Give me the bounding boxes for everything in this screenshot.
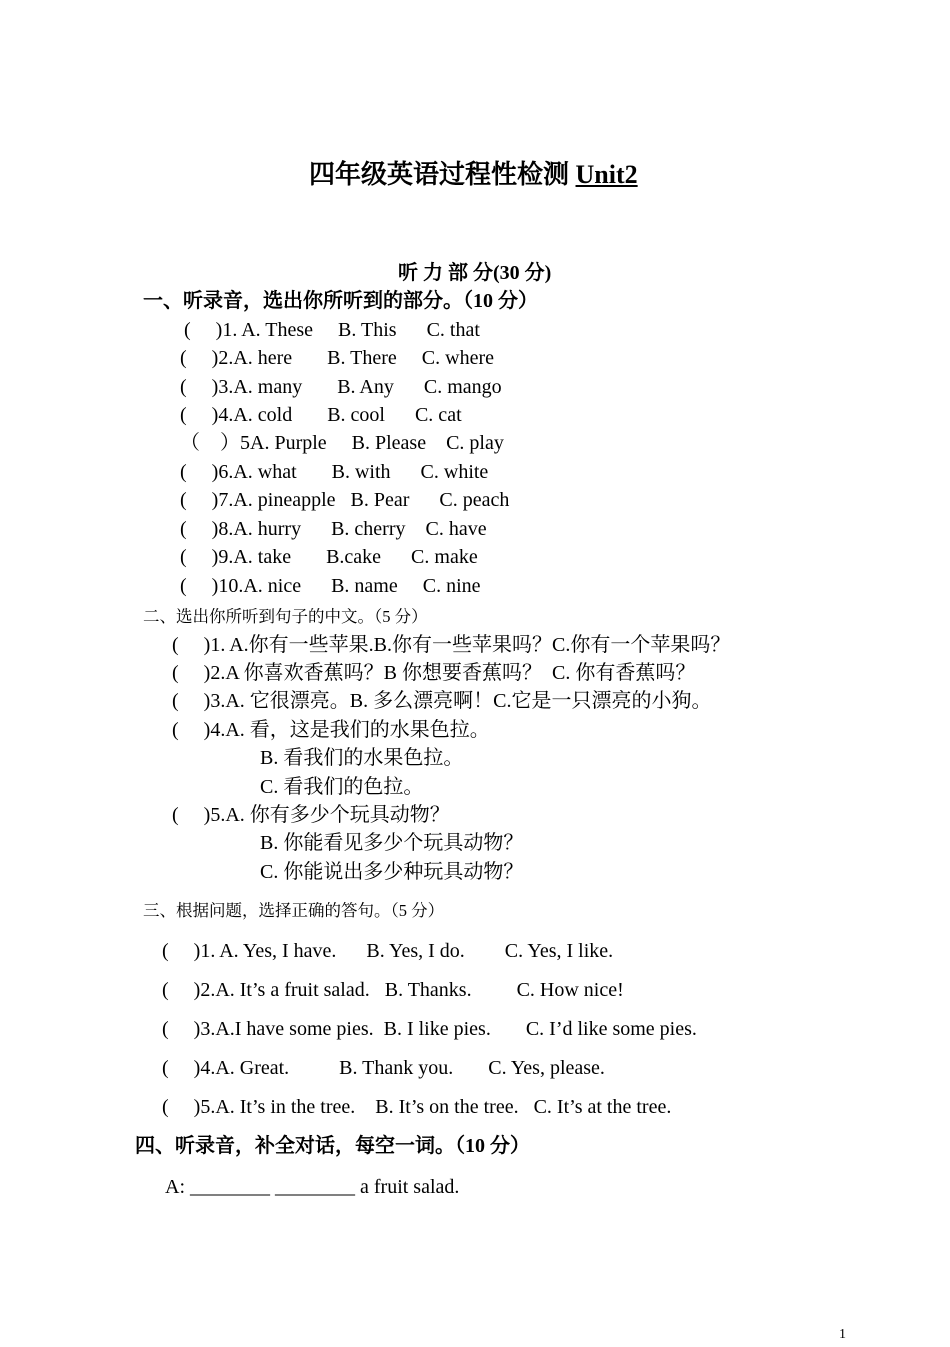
question-item: ( )7.A. pineapple B. Pear C. peach [180,489,510,511]
question-item: ( )4.A. cold B. cool C. cat [180,404,462,426]
title-chinese: 四年级英语过程性检测 [309,160,576,189]
question-item: ( )1. A. Yes, I have. B. Yes, I do. C. Yes, I like. [162,940,614,962]
question-item: B. 你能看见多少个玩具动物？ [260,832,524,854]
question-item: ( )1. A. These B. This C. that [184,319,480,341]
question-item: ( )5.A. It’s in the tree. B. It’s on the tree. C. It’s at the tree. [162,1096,672,1118]
question-item: ( )4.A. Great. B. Thank you. C. Yes, please. [162,1057,605,1079]
section1-heading: 一、听录音，选出你所听到的部分。（10 分） [143,290,538,312]
question-item: ( )3.A. 它很漂亮。B. 多么漂亮啊！C.它是一只漂亮的小狗。 [172,690,712,712]
question-item: ( )8.A. hurry B. cherry C. have [180,518,487,540]
question-item: ( )5.A. 你有多少个玩具动物？ [172,804,450,826]
question-item: ( )2.A. It’s a fruit salad. B. Thanks. C. How nice! [162,979,624,1001]
section2-heading: 二、选出你所听到句子的中文。（5 分） [143,607,428,626]
question-item: ( )4.A. 看，这是我们的水果色拉。 [172,719,490,741]
question-item: （ ）5A. Purple B. Please C. play [180,432,504,454]
question-item: ( )10.A. nice B. name C. nine [180,575,481,597]
question-item: ( )2.A. here B. There C. where [180,347,494,369]
section3-heading: 三、根据问题，选择正确的答句。（5 分） [143,901,445,920]
question-item: ( )3.A.I have some pies. B. I like pies. C. I’d like some pies. [162,1018,697,1040]
question-item: C. 看我们的色拉。 [260,776,424,798]
title-unit: Unit2 [575,160,638,189]
dialogue-line: A: ________ ________ a fruit salad. [165,1176,460,1198]
part-heading: 听 力 部 分(30 分) [398,262,552,284]
question-item: ( )1. A.你有一些苹果.B.你有一些苹果吗？C.你有一个苹果吗？ [172,634,731,656]
page-title [309,159,638,191]
question-item: ( )9.A. take B.cake C. make [180,546,478,568]
page-number: 1 [839,1327,846,1342]
question-item: B. 看我们的水果色拉。 [260,747,464,769]
question-item: ( )2.A 你喜欢香蕉吗？B 你想要香蕉吗？ C. 你有香蕉吗？ [172,662,696,684]
section4-heading: 四、听录音，补全对话，每空一词。（10 分） [135,1135,530,1157]
question-item: ( )6.A. what B. with C. white [180,461,489,483]
question-item: ( )3.A. many B. Any C. mango [180,376,502,398]
question-item: C. 你能说出多少种玩具动物？ [260,861,524,883]
